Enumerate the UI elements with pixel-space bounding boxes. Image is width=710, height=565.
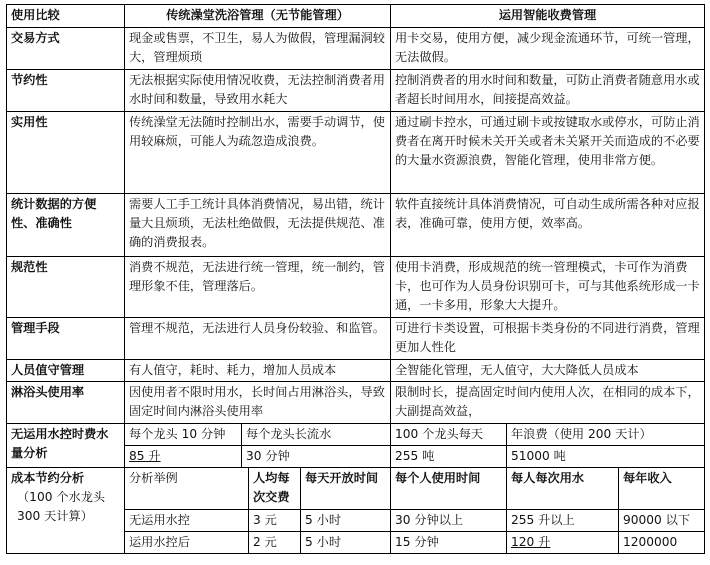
row-label: 实用性: [7, 112, 125, 194]
water-value: 85 升: [129, 449, 161, 463]
cost-analysis-title: 成本节约分析: [11, 471, 85, 485]
row-label: 人员值守管理: [7, 360, 125, 382]
cost-cell: 90000 以下: [619, 510, 705, 532]
table-row: [7, 70, 705, 112]
row-label: 淋浴头使用率: [7, 382, 125, 424]
row-label: 规范性: [7, 257, 125, 318]
header-row: [7, 5, 705, 28]
traditional-cell: 无法根据实际使用情况收费，无法控制消费者用水时间和数量，导致用水耗大: [125, 70, 391, 112]
smart-cell: 控制消费者的用水时间和数量，可防止消费者随意用水或者超长时间用水，间接提高效益。: [391, 70, 705, 112]
smart-cell: 限制时长，提高固定时间内使用人次，在相同的成本下，大副提高效益，: [391, 382, 705, 424]
smart-cell: 通过刷卡控水，可通过刷卡或按键取水或停水，可防止消费者在离开时候未关开关或者未关紧开关而造成的不必要的大量水资源浪费，智能化管理，使用非常方便。: [391, 112, 705, 194]
traditional-cell: 管理不规范，无法进行人员身份较验、和监管。: [125, 318, 391, 360]
traditional-cell: 有人值守，耗时、耗力，增加人员成本: [125, 360, 391, 382]
table-row: [7, 112, 705, 194]
water-cell: 51000 吨: [507, 446, 705, 468]
water-row-top: [7, 424, 705, 446]
traditional-cell: 消费不规范，无法进行统一管理，统一制约，管理形象不佳，管理落后。: [125, 257, 391, 318]
cost-analysis-note: （100 个水龙头300 天计算）: [17, 490, 106, 523]
table-row: [7, 257, 705, 318]
cost-cell: 运用水控后: [125, 532, 249, 554]
cost-cell: 30 分钟以上: [391, 510, 507, 532]
table-row: [7, 318, 705, 360]
traditional-cell: 需要人工手工统计具体消费情况，易出错，统计量大且烦琐，无法杜绝做假，无法提供规范、准确的消费报表。: [125, 194, 391, 257]
water-analysis-label: 无运用水控时费水量分析: [7, 424, 125, 468]
header-traditional: 传统澡堂洗浴管理（无节能管理）: [125, 5, 391, 28]
comparison-table: [6, 4, 705, 554]
table-row: [7, 28, 705, 70]
water-cell: 每个龙头 10 分钟: [125, 424, 242, 446]
water-cell: 年浪费（使用 200 天计）: [507, 424, 705, 446]
row-label: 管理手段: [7, 318, 125, 360]
traditional-cell: 现金或售票，不卫生，易人为做假，管理漏洞较大，管理烦琐: [125, 28, 391, 70]
water-cell: 100 个龙头每天: [391, 424, 507, 446]
cost-cell: 3 元: [249, 510, 301, 532]
smart-cell: 全智能化管理，无人值守，大大降低人员成本: [391, 360, 705, 382]
row-label: 节约性: [7, 70, 125, 112]
table-row: [7, 360, 705, 382]
cost-value: 120 升: [511, 535, 551, 549]
traditional-cell: 因使用者不限时用水，长时间占用淋浴头，导致固定时间内淋浴头使用率: [125, 382, 391, 424]
cost-cell: 255 升以上: [507, 510, 619, 532]
row-label: 交易方式: [7, 28, 125, 70]
cost-header-cell: 每人每次用水: [507, 468, 619, 510]
table-row: [7, 382, 705, 424]
cost-cell: 无运用水控: [125, 510, 249, 532]
table-row: [7, 194, 705, 257]
traditional-cell: 传统澡堂无法随时控制出水，需要手动调节，使用较麻烦，可能人为疏忽造成浪费。: [125, 112, 391, 194]
cost-header-cell: 每天开放时间: [301, 468, 391, 510]
water-cell: [125, 446, 242, 468]
smart-cell: 使用卡消费，形成规范的统一管理模式，卡可作为消费卡，也可作为人员身份识别可卡，可与其他系统形成一卡通，一卡多用，形象大大提升。: [391, 257, 705, 318]
water-cell: 每个龙头长流水: [242, 424, 391, 446]
cost-cell: 15 分钟: [391, 532, 507, 554]
cost-cell: 1200000: [619, 532, 705, 554]
cost-cell: 2 元: [249, 532, 301, 554]
cost-cell: 5 小时: [301, 532, 391, 554]
cost-header-cell: 分析举例: [125, 468, 249, 510]
cost-analysis-label: [7, 468, 125, 554]
smart-cell: 可进行卡类设置，可根据卡类身份的不同进行消费，管理更加人性化: [391, 318, 705, 360]
header-smart: 运用智能收费管理: [391, 5, 705, 28]
cost-cell: 5 小时: [301, 510, 391, 532]
cost-header-cell: 人均每次交费: [249, 468, 301, 510]
cost-header-cell: 每年收入: [619, 468, 705, 510]
water-cell: 255 吨: [391, 446, 507, 468]
smart-cell: 软件直接统计具体消费情况，可自动生成所需各种对应报表，准确可靠，使用方便，效率高。: [391, 194, 705, 257]
header-compare: 使用比较: [7, 5, 125, 28]
smart-cell: 用卡交易，使用方便，减少现金流通环节，可统一管理，无法做假。: [391, 28, 705, 70]
row-label: 统计数据的方便性、准确性: [7, 194, 125, 257]
cost-cell: [507, 532, 619, 554]
water-cell: 30 分钟: [242, 446, 391, 468]
cost-header-cell: 每个人使用时间: [391, 468, 507, 510]
cost-header-row: [7, 468, 705, 510]
